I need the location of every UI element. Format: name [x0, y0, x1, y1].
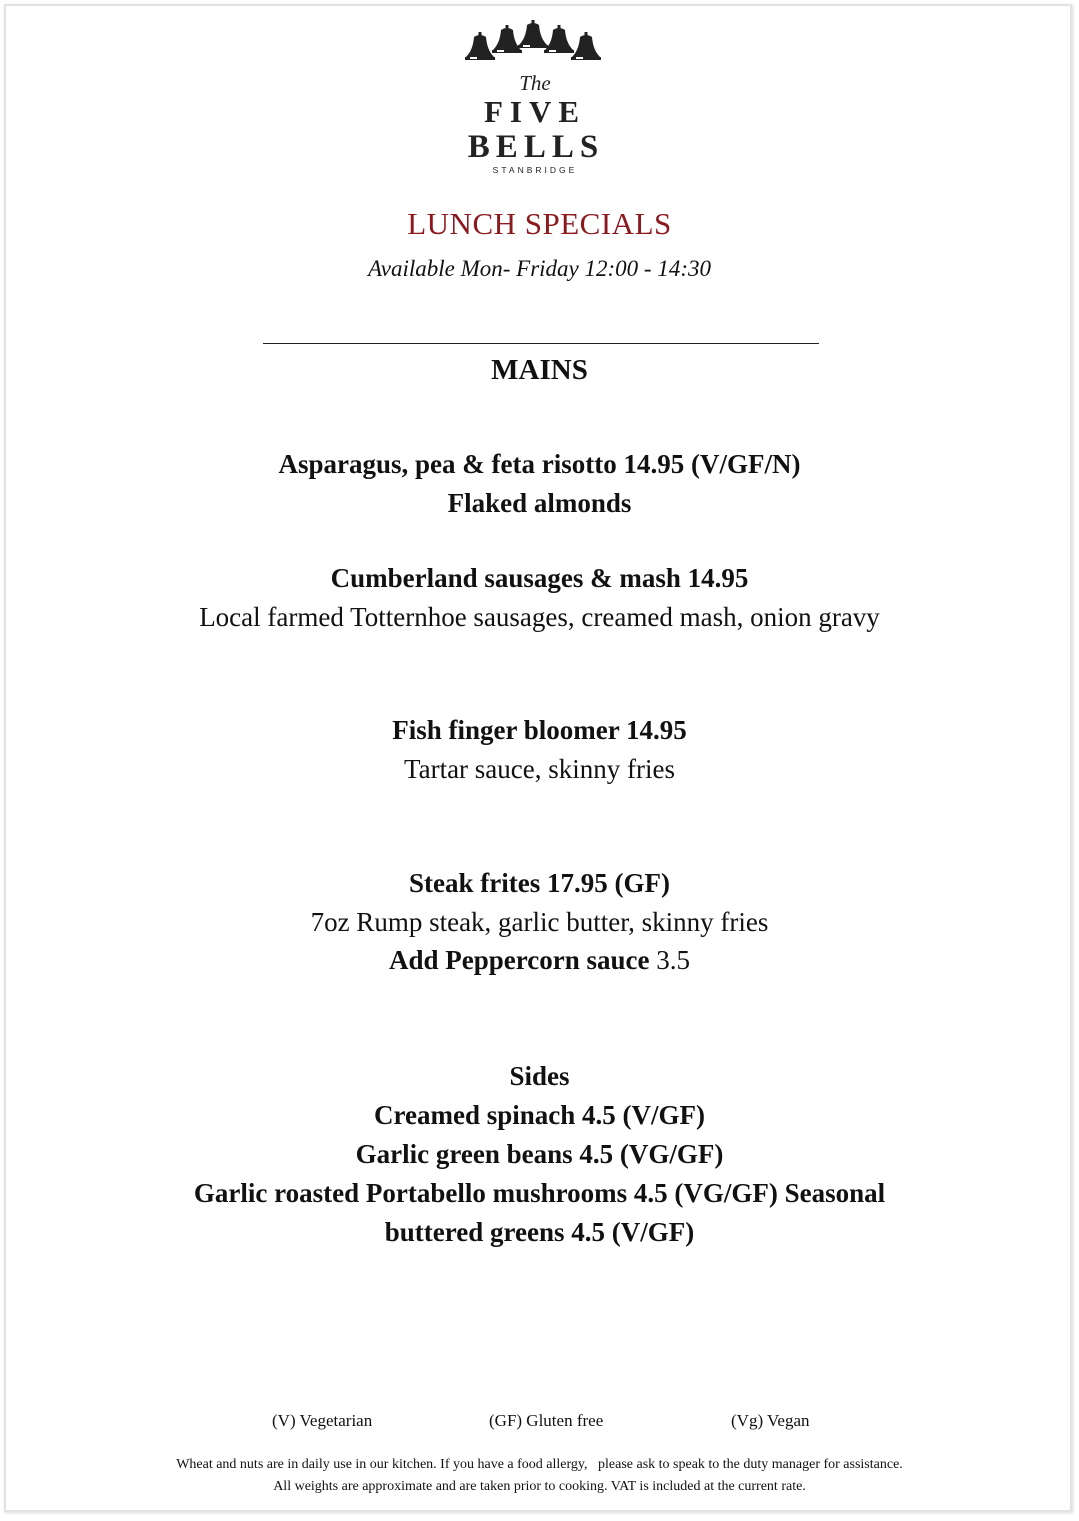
dish-name: Steak frites 17.95 (GF) [409, 868, 670, 898]
divider-line [263, 343, 819, 344]
section-heading-mains: MAINS [491, 354, 588, 386]
sides-heading: Sides [509, 1061, 570, 1091]
logo-the: The [519, 71, 551, 95]
side-item: Creamed spinach 4.5 (V/GF) [374, 1100, 705, 1130]
weights-note: All weights are approximate and are taken prior to cooking. VAT is included at the current rate. [273, 1479, 806, 1494]
menu-title: LUNCH SPECIALS [407, 206, 672, 241]
five-bells-logo [455, 20, 625, 180]
dish-name: Fish finger bloomer 14.95 [392, 715, 687, 745]
legend-vegan: (Vg) Vegan [731, 1411, 810, 1430]
dish-name: Cumberland sausages & mash 14.95 [330, 563, 749, 593]
logo-bells: BELLS [467, 129, 605, 165]
side-item: Garlic roasted Portabello mushrooms 4.5 (VG/GF) Seasonal [193, 1178, 886, 1208]
side-item: Garlic green beans 4.5 (VG/GF) [355, 1139, 724, 1169]
dish-description: Local farmed Totternhoe sausages, creamed mash, onion gravy [199, 602, 880, 632]
legend-gluten-free: (GF) Gluten free [489, 1411, 604, 1430]
bells-logo-graphic [455, 20, 625, 180]
bells-icon [465, 20, 601, 60]
dish-description: Flaked almonds [447, 488, 632, 518]
availability-text: Available Mon- Friday 12:00 - 14:30 [367, 256, 711, 281]
dish-addon [0, 945, 1079, 976]
addon-label: Add Peppercorn sauce [389, 945, 650, 975]
logo-place: STANBRIDGE [492, 165, 578, 175]
side-item: buttered greens 4.5 (V/GF) [384, 1217, 695, 1247]
legend-vegetarian: (V) Vegetarian [272, 1411, 373, 1430]
allergy-note: Wheat and nuts are in daily use in our kitchen. If you have a food allergy, please ask to speak to the duty manager for assistance. [176, 1457, 903, 1472]
addon-price: 3.5 [656, 945, 690, 975]
dish-description: 7oz Rump steak, garlic butter, skinny fries [310, 907, 769, 937]
logo-five: FIVE [483, 94, 587, 129]
dish-name: Asparagus, pea & feta risotto 14.95 (V/GF/N) [278, 449, 801, 479]
dish-description: Tartar sauce, skinny fries [403, 754, 675, 784]
